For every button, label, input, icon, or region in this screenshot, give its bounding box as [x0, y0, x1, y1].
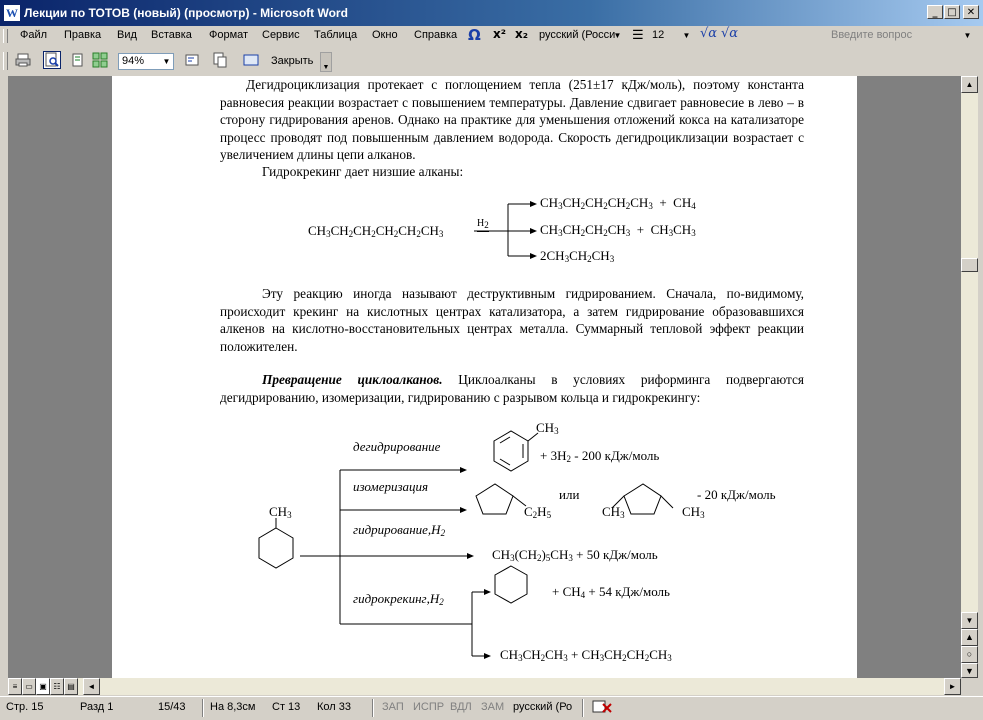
print-layout-view-icon[interactable]: ▣: [36, 678, 50, 695]
window-title: Лекции по ТОТОВ (новый) (просмотр) - Microsoft Word: [24, 6, 348, 20]
paragraph-dehydrocyclization: Дегидроциклизация протекает с поглощением тепла (251±17 кДж/моль), поэтому константа равновесия реакции возрастает с повышением температуры. Давление сдвигает равновесие в лево – в сторону гидрирования аренов. Однако на практике для уменьшения отложений кокса на катализаторе процесс проводят под повышенным давлением водорода. Скорость дегидроциклизации возрастает с увеличением длины цепи алканов.: [220, 77, 804, 162]
print-preview-toolbar: [0, 48, 983, 74]
branch-hydrogenation-label: $гидрирование,H_2$: [353, 522, 446, 538]
branch-isomerization-label: изомеризация: [353, 479, 429, 494]
hydrocracking-product-1: + $CH_4 + 54$ кДж/моль: [552, 584, 670, 600]
zoom-value: 94%: [122, 55, 145, 67]
font-name-value: русский (Росси: [539, 29, 616, 41]
toolbar-options-chevron-icon[interactable]: ▼: [320, 52, 332, 72]
document-page[interactable]: [112, 76, 857, 678]
cycloalkanes-text: Циклоалканы в условиях риформинга подвергаются дегидрированию, изомеризации, гидрированию с разрывом кольца и гидрокрекингу:: [220, 372, 804, 405]
print-icon[interactable]: [14, 51, 32, 69]
chevron-down-icon[interactable]: ▼: [162, 57, 171, 66]
toolbar-grip[interactable]: [3, 52, 8, 70]
spelling-check-icon[interactable]: [592, 699, 614, 718]
next-page-icon[interactable]: ▼: [961, 663, 978, 678]
paragraph-hydrocracking-intro: Гидрокрекинг дает низшие алканы:: [262, 164, 464, 179]
minimize-button[interactable]: _: [927, 5, 943, 19]
superscript-icon[interactable]: x²: [493, 27, 506, 41]
scheme1-catalyst: $H_2$: [477, 218, 489, 230]
maximize-button[interactable]: □: [944, 5, 960, 19]
scheme1-product-2: $CH_3CH_2CH_2CH_3 + CH_3CH_3$: [540, 222, 696, 238]
menu-table[interactable]: Таблица: [314, 29, 358, 41]
status-position: На 8,3см: [210, 701, 256, 713]
paragraph-cycloalkanes: [220, 371, 804, 406]
status-track-changes[interactable]: ИСПР: [413, 701, 445, 713]
menu-edit[interactable]: Правка: [64, 29, 102, 41]
menu-insert[interactable]: Вставка: [151, 29, 192, 41]
hydrogenation-product: $CH_3(CH_2)_5CH_3 + 50$ кДж/моль: [492, 547, 658, 563]
status-line: Ст 13: [272, 701, 301, 713]
branch-dehydrogenation-label: дегидрирование: [353, 439, 441, 454]
menu-tools[interactable]: Сервис: [262, 29, 300, 41]
help-question-input[interactable]: [827, 27, 975, 44]
status-divider: [582, 699, 584, 717]
scroll-up-icon[interactable]: ▲: [961, 76, 978, 93]
previous-page-icon[interactable]: ▲: [961, 629, 978, 646]
title-bar: [0, 0, 983, 26]
menu-view[interactable]: Вид: [117, 29, 137, 41]
select-browse-object-icon[interactable]: ○: [961, 646, 978, 663]
multiple-pages-icon[interactable]: [91, 51, 109, 69]
scroll-down-icon[interactable]: ▼: [961, 612, 978, 629]
toluene-methyl-label: $CH_3$: [536, 420, 559, 436]
status-divider: [372, 699, 374, 717]
scheme1-product-3: $2CH_3CH_2CH_3$: [540, 248, 615, 264]
reading-view-icon[interactable]: ▤: [64, 678, 78, 695]
font-size-value: 12: [652, 29, 665, 41]
chevron-down-icon[interactable]: ▼: [682, 31, 691, 40]
help-question-placeholder: Введите вопрос: [831, 29, 913, 41]
scroll-left-icon[interactable]: ◄: [83, 678, 100, 695]
isomerization-energy: - 20 кДж/моль: [697, 487, 776, 502]
dimethyl-left-label: $CH_3$: [602, 504, 625, 520]
chevron-down-icon[interactable]: ▼: [613, 31, 622, 40]
status-language[interactable]: русский (Ро: [513, 701, 573, 713]
view-ruler-icon[interactable]: [183, 51, 201, 69]
sqrt-equation-icon[interactable]: √α: [700, 26, 718, 41]
dimethyl-right-label: $CH_3$: [682, 504, 705, 520]
status-page: Стр. 15: [6, 701, 44, 713]
status-section: Разд 1: [80, 701, 114, 713]
menu-bar: [0, 26, 983, 46]
shrink-to-fit-icon[interactable]: [211, 51, 229, 69]
branch-hydrocracking-label: $гидрокрекинг,H_2$: [353, 591, 444, 607]
or-label: или: [559, 487, 580, 502]
cycloalkanes-heading: Превращение циклоалканов.: [262, 372, 443, 387]
web-view-icon[interactable]: ▭: [22, 678, 36, 695]
bullet-list-icon[interactable]: ☰: [632, 27, 644, 42]
omega-symbol-icon[interactable]: Ω: [468, 26, 481, 44]
vertical-scrollbar[interactable]: [961, 76, 978, 678]
menu-format[interactable]: Формат: [209, 29, 249, 41]
horizontal-scrollbar[interactable]: [8, 678, 961, 695]
normal-view-icon[interactable]: ≡: [8, 678, 22, 695]
zoom-select[interactable]: [118, 53, 174, 70]
status-bar: [0, 696, 983, 720]
scheme1-product-1: $CH_3CH_2CH_2CH_2CH_3 + CH_4$: [540, 195, 696, 211]
status-page-count: 15/43: [158, 701, 186, 713]
status-divider: [202, 699, 204, 717]
menu-window[interactable]: Окно: [372, 29, 398, 41]
scroll-right-icon[interactable]: ►: [944, 678, 961, 695]
menu-file[interactable]: Файл: [20, 29, 48, 41]
subscript-icon[interactable]: x₂: [515, 27, 528, 41]
status-overtype[interactable]: ЗАМ: [481, 701, 505, 713]
start-methyl-label: $CH_3$: [269, 504, 292, 520]
sqrt-equation-alt-icon[interactable]: √α: [721, 26, 739, 41]
paragraph-destructive-hydrogenation: Эту реакцию иногда называют деструктивным гидрированием. Сначала, по-видимому, происходит крекинг на кислотных центрах катализатора, а затем гидрирование образовавшихся алкенов на кислотно-восстановительных центрах металла. Суммарный тепловой эффект реакции положителен.: [220, 286, 804, 354]
font-name-select[interactable]: [535, 27, 625, 44]
font-size-select[interactable]: [648, 27, 694, 44]
status-record[interactable]: ЗАП: [382, 701, 404, 713]
ethyl-label: $C_2H_5$: [524, 504, 552, 520]
magnifier-icon[interactable]: [43, 51, 61, 69]
scheme1-reactant: $CH_3CH_2CH_2CH_2CH_2CH_3$: [308, 223, 444, 239]
status-extend[interactable]: ВДЛ: [450, 701, 472, 713]
dehydrogenation-products: + $3H_2 - 200$ кДж/моль: [540, 448, 660, 464]
one-page-icon[interactable]: [68, 51, 86, 69]
outline-view-icon[interactable]: ☷: [50, 678, 64, 695]
menu-help[interactable]: Справка: [414, 29, 458, 41]
full-screen-icon[interactable]: [242, 51, 260, 69]
menu-grip[interactable]: [3, 29, 8, 43]
hydrocracking-product-2: $CH_3CH_2CH_3 + CH_3CH_2CH_2CH_3$: [500, 647, 672, 663]
document-area: [8, 76, 961, 678]
scroll-thumb[interactable]: [961, 258, 978, 272]
word-app-icon[interactable]: W: [6, 6, 18, 20]
chevron-down-icon[interactable]: ▼: [963, 31, 972, 40]
status-column: Кол 33: [317, 701, 351, 713]
close-button[interactable]: ✕: [963, 5, 979, 19]
close-preview-button[interactable]: Закрыть: [271, 55, 314, 67]
